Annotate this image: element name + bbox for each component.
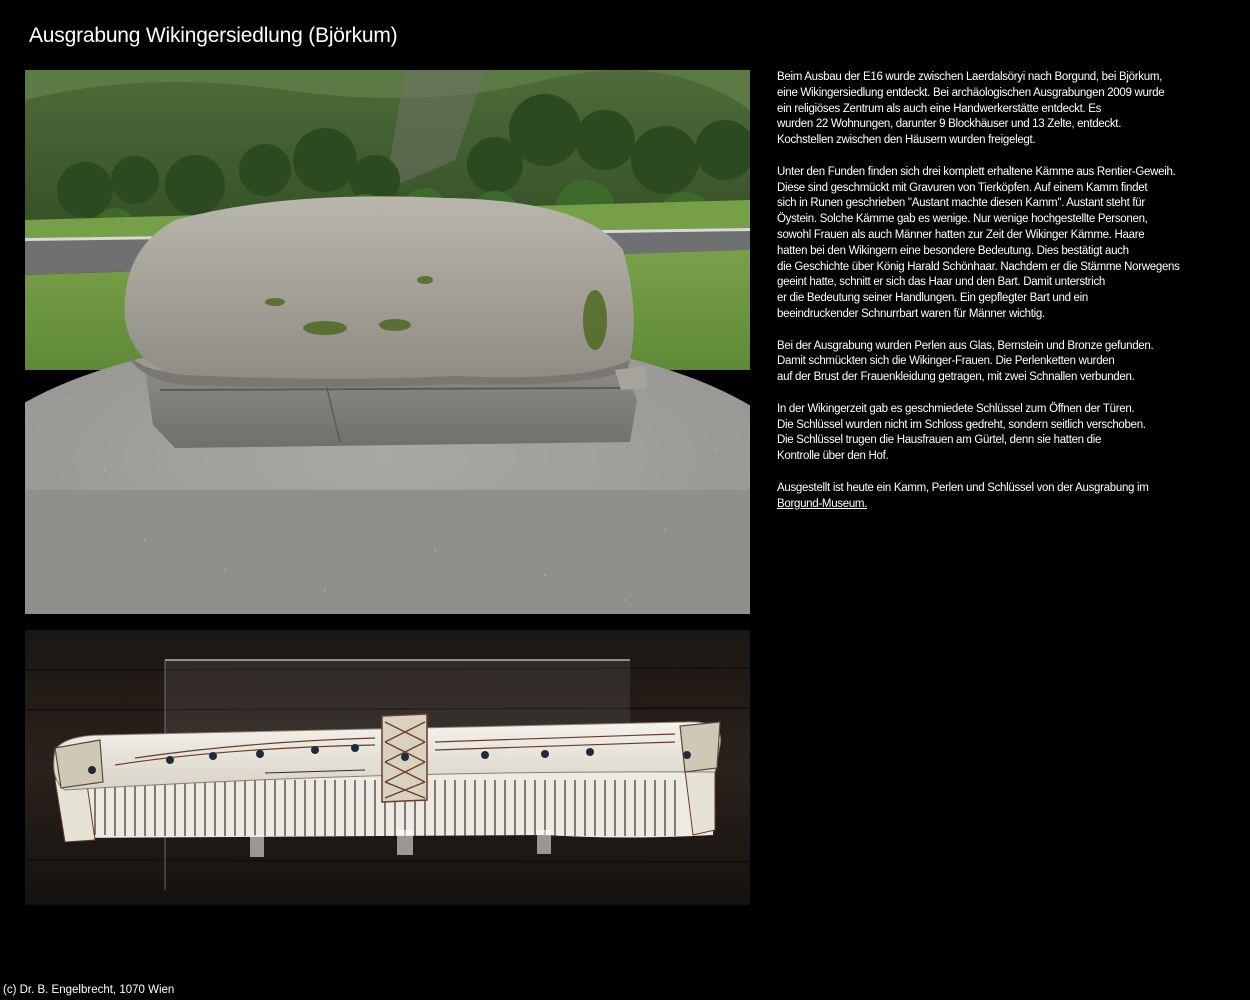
- page-title: Ausgrabung Wikingersiedlung (Björkum): [29, 24, 398, 47]
- text-line: Bei der Ausgrabung wurden Perlen aus Glas, Bernstein und Bronze gefunden.: [777, 339, 1154, 352]
- text-line: auf der Brust der Frauenkleidung getragen, mit zwei Schnallen verbunden.: [777, 371, 1135, 384]
- runestone-photo: [25, 70, 750, 614]
- text-line: ein religiöses Zentrum als auch eine Handwerkerstätte entdeckt. Es: [777, 102, 1102, 115]
- paragraph-exhibit: [777, 481, 1237, 513]
- text-line: Kochstellen zwischen den Häusern wurden freigelegt.: [777, 134, 1036, 147]
- text-line: er die Bedeutung seiner Handlungen. Ein gepflegter Bart und ein: [777, 292, 1089, 305]
- text-line: Öystein. Solche Kämme gab es wenige. Nur wenige hochgestellte Personen,: [777, 213, 1148, 226]
- paragraph-beads: [777, 339, 1237, 386]
- text-line: die Geschichte über König Harald Schönhaar. Nachdem er die Stämme Norwegens: [777, 260, 1180, 273]
- copyright-footer: (c) Dr. B. Engelbrecht, 1070 Wien: [3, 984, 175, 996]
- paragraph-combs: [777, 165, 1237, 323]
- text-line: Damit schmückten sich die Wikinger-Frauen. Die Perlenketten wurden: [777, 355, 1115, 368]
- text-line: [777, 497, 1237, 513]
- text-line: sowohl Frauen als auch Männer hatten zur Zeit der Wikinger Kämme. Haare: [777, 228, 1145, 241]
- text-line: hatten bei den Wikingern eine besondere Bedeutung. Dies bestätigt auch: [777, 244, 1129, 257]
- text-line: Unter den Funden finden sich drei komplett erhaltene Kämme aus Rentier-Geweih.: [777, 165, 1176, 178]
- paragraph-excavation: [777, 70, 1237, 149]
- text-line: In der Wikingerzeit gab es geschmiedete Schlüssel zum Öffnen der Türen.: [777, 402, 1135, 415]
- text-line: Beim Ausbau der E16 wurde zwischen Laerdalsöryi nach Borgund, bei Björkum,: [777, 71, 1162, 83]
- paragraph-keys: [777, 402, 1237, 465]
- article-text: [777, 70, 1237, 528]
- text-line: Kontrolle über den Hof.: [777, 450, 889, 463]
- text-line: sich in Runen geschrieben "Austant machte diesen Kamm". Austant steht für: [777, 197, 1145, 210]
- text-line: eine Wikingersiedlung entdeckt. Bei archäologischen Ausgrabungen 2009 wurde: [777, 86, 1165, 99]
- viking-comb-photo: [25, 630, 750, 905]
- text-line: wurden 22 Wohnungen, darunter 9 Blockhäuser und 13 Zelte, entdeckt.: [777, 118, 1122, 131]
- text-line: beeindruckender Schnurrbart waren für Männer wichtig.: [777, 307, 1045, 320]
- borgund-museum-link[interactable]: Borgund-Museum.: [777, 497, 868, 510]
- text-line: Die Schlüssel wurden nicht im Schloss gedreht, sondern seitlich verschoben.: [777, 418, 1146, 431]
- text-line: Diese sind geschmückt mit Gravuren von Tierköpfen. Auf einem Kamm findet: [777, 181, 1148, 194]
- text-line: geeint hatte, schnitt er sich das Haar und den Bart. Damit unterstrich: [777, 276, 1106, 289]
- text-line: Die Schlüssel trugen die Hausfrauen am Gürtel, denn sie hatten die: [777, 434, 1102, 447]
- text-line: Ausgestellt ist heute ein Kamm, Perlen und Schlüssel von der Ausgrabung im: [777, 481, 1149, 494]
